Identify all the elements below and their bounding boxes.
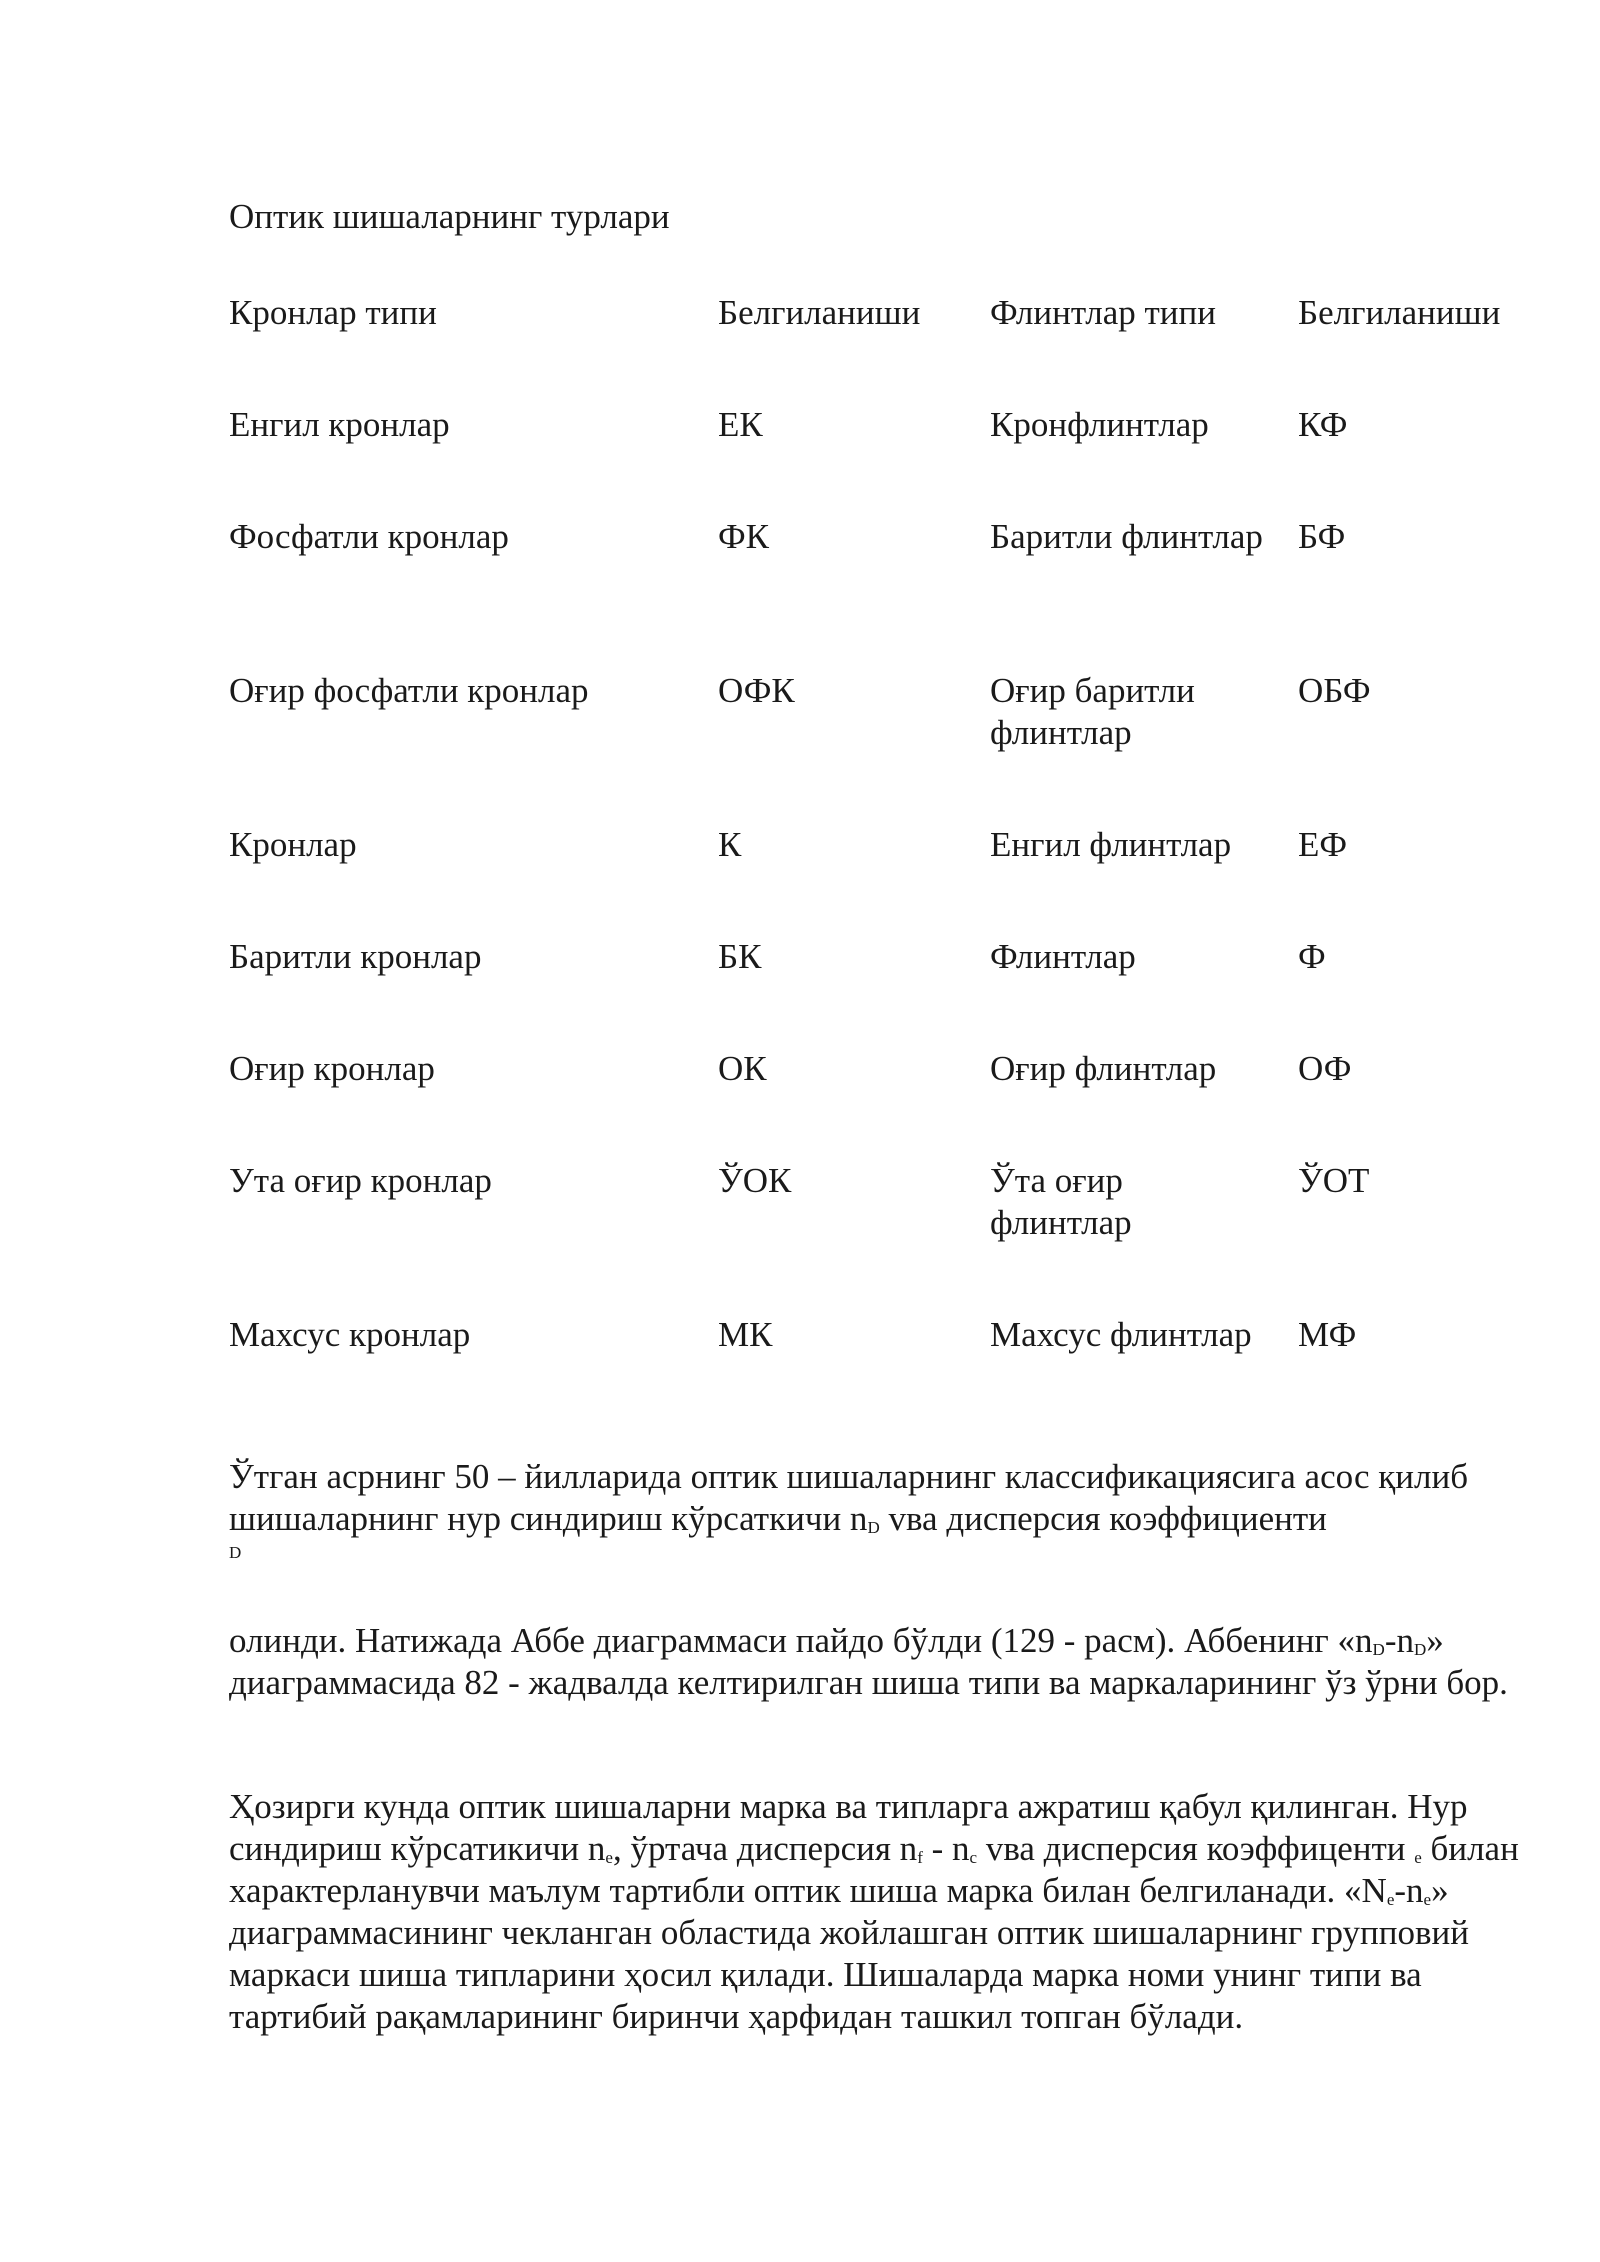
flint-mark-cell: ОБФ (1298, 671, 1371, 710)
table-row (229, 516, 1529, 670)
subscript: e (1414, 1848, 1422, 1867)
table-row (229, 1048, 1529, 1160)
flint-type-cell: Баритли флинтлар (990, 517, 1263, 556)
paragraph-classification (229, 1456, 1519, 1564)
subscript: D (1372, 1640, 1385, 1659)
flint-type-cell: Оғир флинтлар (990, 1049, 1217, 1088)
flint-mark-cell: ОФ (1298, 1049, 1352, 1088)
stray-subscript: D (229, 1543, 242, 1562)
subscript: e (605, 1848, 613, 1867)
subscript: D (1413, 1640, 1427, 1659)
page-title: Оптик шишаларнинг турлари (229, 197, 670, 236)
paragraph-text: vва дисперсия коэффициенти (879, 1499, 1327, 1538)
table-row (229, 1314, 1529, 1374)
crown-type-cell: Ута оғир кронлар (229, 1161, 492, 1200)
crown-mark-cell: ФК (718, 517, 769, 556)
header-flint-type: Флинтлар типи (990, 293, 1216, 332)
flint-mark-cell: ЎОТ (1298, 1161, 1370, 1200)
crown-type-cell: Оғир фосфатли кронлар (229, 671, 589, 710)
crown-type-cell: Кронлар (229, 825, 357, 864)
table-row (229, 824, 1529, 936)
flint-type-cell: Енгил флинтлар (990, 825, 1232, 864)
paragraph-text: vва дисперсия коэффиценти (977, 1829, 1415, 1868)
crown-mark-cell: ЕК (718, 405, 763, 444)
subscript: D (867, 1518, 880, 1537)
paragraph-text: , ўртача дисперсия n (612, 1829, 918, 1868)
flint-mark-cell: Ф (1298, 937, 1326, 976)
header-crown-mark: Белгиланиши (718, 293, 921, 332)
flint-mark-cell: БФ (1298, 517, 1346, 556)
paragraph-text: -n (1384, 1621, 1414, 1660)
subscript: c (969, 1848, 978, 1867)
subscript: e (1423, 1890, 1432, 1909)
crown-mark-cell: МК (718, 1315, 773, 1354)
table-header-row (229, 292, 1529, 404)
glass-types-table (229, 292, 1529, 1374)
paragraph-text: - n (922, 1829, 970, 1868)
table-row (229, 404, 1529, 516)
header-crown-type: Кронлар типи (229, 293, 437, 332)
crown-mark-cell: БК (718, 937, 762, 976)
paragraph-text: билан характерланувчи маълум тартибли оптик шиша марка билан белгиланади. «N (229, 1829, 1519, 1910)
crown-type-cell: Оғир кронлар (229, 1049, 435, 1088)
crown-mark-cell: ЎОК (718, 1161, 792, 1200)
paragraph-text: олинди. Натижада Аббе диаграммаси пайдо бўлди (129 - расм). Аббенинг «n (229, 1621, 1373, 1660)
flint-mark-cell: ЕФ (1298, 825, 1348, 864)
flint-type-cell: Ўта оғир флинтлар (990, 1161, 1132, 1242)
paragraph-text: » диаграммасида 82 - жадвалда келтирилган шиша типи ва маркаларининг ўз ўрни бор. (229, 1621, 1508, 1702)
table-row (229, 670, 1529, 824)
crown-type-cell: Енгил кронлар (229, 405, 450, 444)
flint-type-cell: Махсус флинтлар (990, 1315, 1252, 1354)
crown-type-cell: Фосфатли кронлар (229, 517, 509, 556)
crown-mark-cell: ОК (718, 1049, 767, 1088)
crown-mark-cell: ОФК (718, 671, 795, 710)
flint-type-cell: Оғир баритли флинтлар (990, 671, 1195, 752)
flint-mark-cell: МФ (1298, 1315, 1357, 1354)
paragraph-abbe-diagram (229, 1620, 1519, 1704)
paragraph-marking (229, 1786, 1519, 2038)
header-flint-mark: Белгиланиши (1298, 293, 1501, 332)
paragraph-text: Ўтган асрнинг 50 – йилларида оптик шишаларнинг классификациясига асос қилиб шишаларнинг нур синдириш кўрсаткичи n (229, 1457, 1468, 1538)
paragraph-text: -n (1394, 1871, 1424, 1910)
table-row (229, 936, 1529, 1048)
crown-mark-cell: К (718, 825, 742, 864)
paragraph-text: Ҳозирги кунда оптик шишаларни марка ва типларга ажратиш қабул қилинган. Нур синдириш кўрсатикичи n (229, 1787, 1468, 1868)
subscript: f (917, 1848, 923, 1867)
flint-mark-cell: КФ (1298, 405, 1348, 444)
subscript: e (1386, 1890, 1395, 1909)
flint-type-cell: Кронфлинтлар (990, 405, 1209, 444)
crown-type-cell: Махсус кронлар (229, 1315, 471, 1354)
crown-type-cell: Баритли кронлар (229, 937, 482, 976)
flint-type-cell: Флинтлар (990, 937, 1136, 976)
table-row (229, 1160, 1529, 1314)
paragraph-text: » диаграммасининг чекланган областида жойлашган оптик шишаларнинг групповий маркаси шиша типларини ҳосил қилади. Шишаларда марка номи унинг типи ва тартибий рақамларининг биринчи ҳарфидан ташкил топган бўлади. (229, 1871, 1469, 2036)
